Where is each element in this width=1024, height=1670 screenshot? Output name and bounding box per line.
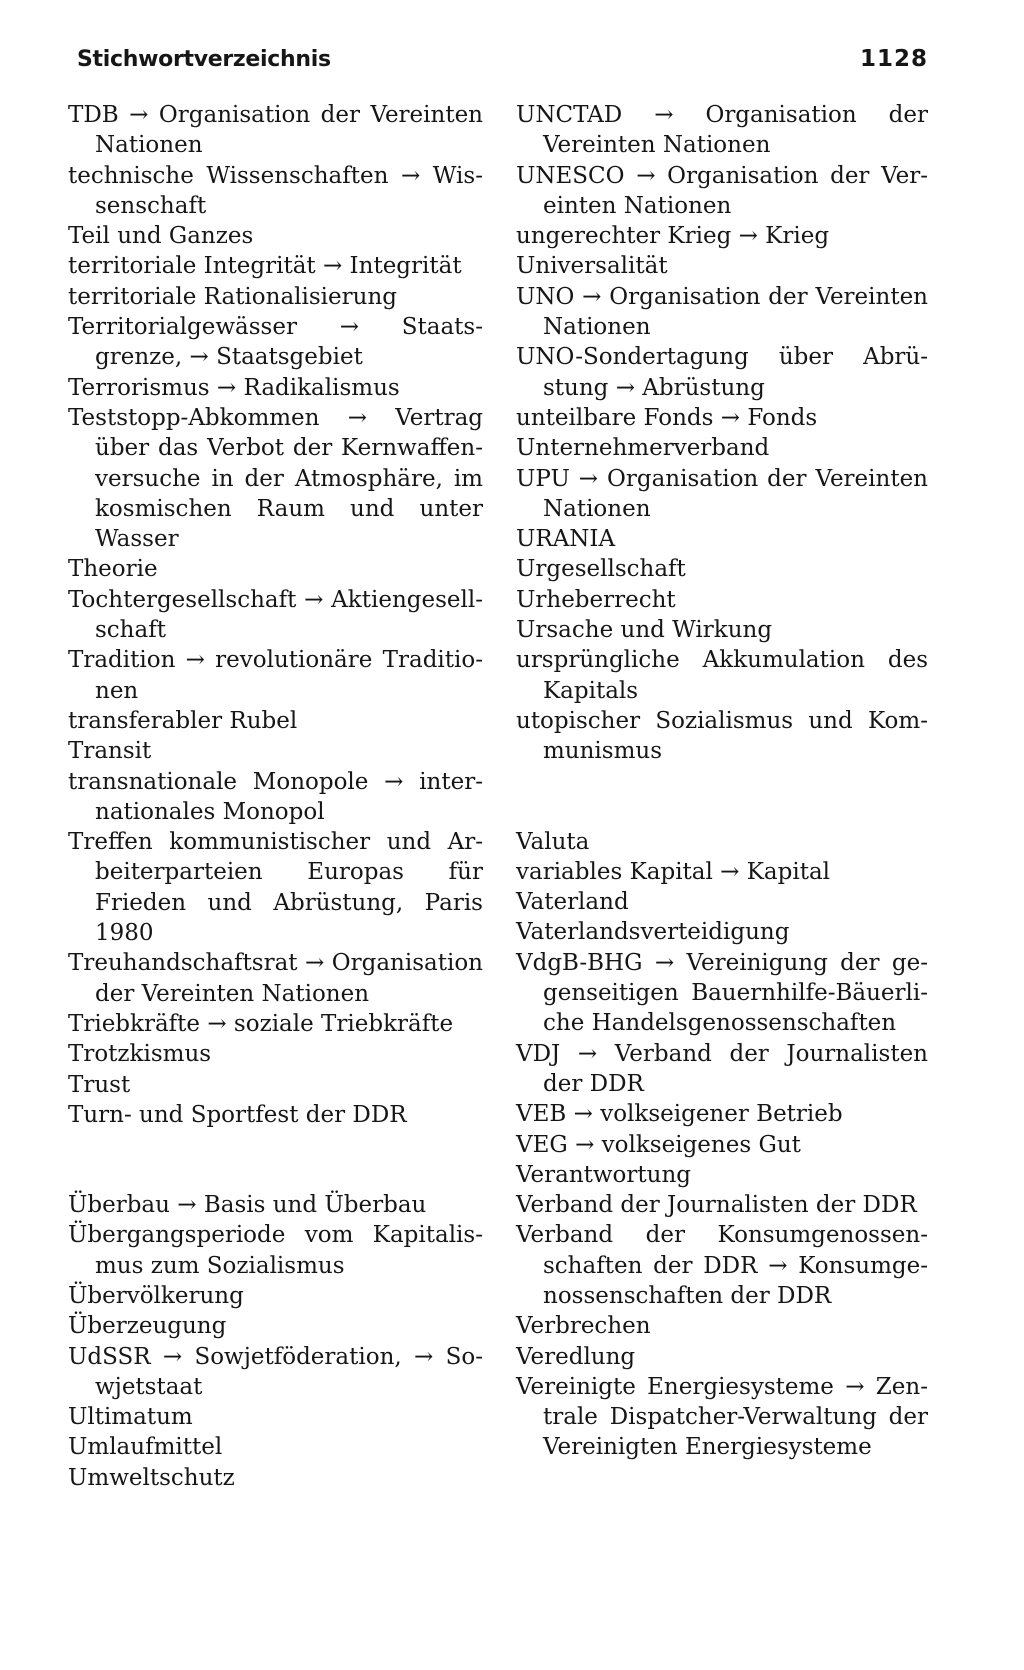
group-spacer (68, 1130, 483, 1190)
index-entry: Verband der Journalisten der DDR (516, 1192, 917, 1219)
index-entry: UPU → Organisation der Vereinten Nationen (516, 465, 928, 522)
index-entry: Treffen kommunistischer und Arbeiterparteien Europas für Frieden und Abrüstung, Paris 1980 (68, 829, 483, 947)
index-entry: VEG → volkseigenes Gut (516, 1131, 801, 1158)
index-entry: VEB → volkseigener Betrieb (516, 1101, 843, 1128)
index-entry: transnationale Monopole → internationales Monopol (68, 768, 483, 825)
index-entry: Übervölkerung (68, 1282, 244, 1309)
index-entry: utopischer Sozialismus und Kommunismus (516, 707, 928, 765)
index-entry: URANIA (516, 526, 616, 553)
index-entry: technische Wissenschaften → Wissenschaft (68, 162, 483, 219)
index-entry: Tradition → revolutionäre Traditionen (68, 647, 483, 704)
index-entry: Verband der Konsumgenossenschaften der DDR → Konsumgenossenschaften der DDR (516, 1222, 928, 1309)
index-entry: UNO → Organisation der Vereinten Nationen (516, 283, 928, 341)
index-entry: Trotzkismus (68, 1041, 212, 1068)
index-entry: Überzeugung (68, 1313, 227, 1340)
index-entry: ungerechter Krieg → Krieg (516, 223, 830, 250)
index-entry: Territorialgewässer → Staatsgrenze, → Staatsgebiet (68, 314, 483, 371)
index-entry: Vaterland (516, 889, 629, 916)
index-entry: Terrorismus → Radikalismus (68, 374, 400, 401)
index-entry: UNESCO → Organisation der Vereinten Nationen (516, 162, 928, 219)
index-entry: Überbau → Basis und Überbau (68, 1192, 427, 1219)
index-entry: Teststopp-Abkommen → Vertrag über das Verbot der Kernwaffenversuche in der Atmosphäre, im kosmischen Raum und unter Wasser (68, 404, 483, 553)
index-entry: Treuhandschaftsrat → Organisation der Vereinten Nationen (68, 950, 483, 1007)
index-entry: VDJ → Verband der Journalisten der DDR (516, 1040, 928, 1097)
index-entry: Verbrechen (516, 1313, 651, 1340)
index-entry: Veredlung (516, 1343, 636, 1370)
index-entry: Universalität (516, 253, 668, 280)
index-entry: Turn- und Sportfest der DDR (68, 1101, 407, 1128)
index-entry: Theorie (68, 556, 158, 583)
index-entry: Ultimatum (68, 1404, 193, 1431)
index-entry: Triebkräfte → soziale Triebkräfte (68, 1010, 454, 1037)
index-entry: Valuta (516, 828, 590, 855)
index-entry: unteilbare Fonds → Fonds (516, 404, 818, 431)
index-entry: transferabler Rubel (68, 707, 298, 734)
page-number: 1128 (859, 46, 928, 72)
group-spacer (516, 767, 928, 827)
index-entry: UdSSR → Sowjetföderation, → Sowjetstaat (68, 1343, 483, 1400)
index-entry: TDB → Organisation der Vereinten Nationen (68, 102, 483, 159)
page-header (77, 46, 928, 86)
entry-group-u (68, 1190, 483, 1493)
index-entry: Teil und Ganzes (68, 223, 254, 250)
index-entry: UNO-Sondertagung über Abrüstung → Abrüstung (516, 344, 928, 401)
index-entry: Unternehmerverband (516, 435, 770, 462)
index-entry: Urheberrecht (516, 586, 676, 613)
section-title: Stichwortverzeichnis (77, 47, 331, 72)
index-entry: Transit (68, 738, 152, 765)
right-column (516, 100, 928, 1463)
left-column (68, 100, 483, 1493)
index-entry: Übergangsperiode vom Kapitalismus zum Sozialismus (68, 1222, 483, 1279)
entry-group-v (516, 827, 928, 1463)
index-entry: Umlaufmittel (68, 1434, 223, 1461)
index-entry: Urgesellschaft (516, 556, 686, 583)
index-entry: territoriale Rationalisierung (68, 283, 397, 310)
index-entry: territoriale Integrität → Integrität (68, 253, 462, 280)
index-entry: Ursache und Wirkung (516, 617, 773, 644)
index-entry: VdgB-BHG → Vereinigung der gegenseitigen Bauernhilfe-Bäuerliche Handelsgenossenschaften (516, 949, 928, 1037)
index-entry: Trust (68, 1071, 131, 1098)
index-entry: ursprüngliche Akkumulation des Kapitals (516, 647, 928, 704)
index-entry: variables Kapital → Kapital (516, 858, 831, 885)
index-entry: Vereinigte Energiesysteme → Zentrale Dispatcher-Verwaltung der Vereinigten Energiesysteme (516, 1373, 928, 1461)
index-entry: Verantwortung (516, 1161, 691, 1188)
index-entry: Vaterlandsverteidigung (516, 919, 790, 946)
index-entry: Tochtergesellschaft → Aktiengesellschaft (68, 586, 483, 644)
index-entry: UNCTAD → Organisation der Vereinten Nationen (516, 102, 928, 159)
entry-group-t (68, 100, 483, 1130)
index-entry: Umweltschutz (68, 1464, 235, 1491)
entry-group-u-continued (516, 100, 928, 767)
